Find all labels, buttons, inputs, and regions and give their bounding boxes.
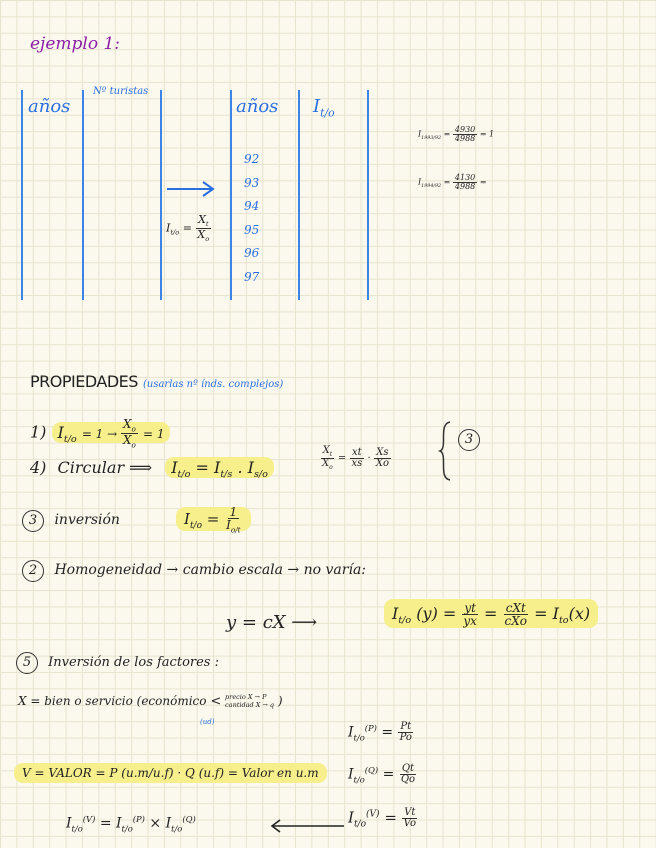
- property-4-formula: $I_{t/o} = I_{t/s}$ . $I_{s/o}$: [165, 457, 274, 478]
- x-definition-note: (ud): [200, 718, 215, 726]
- property-3: 3 inversión: [22, 510, 120, 532]
- year-item: 96: [244, 246, 260, 260]
- homogeneity-result: $I_{t/o}$ (y) = $\frac{yt}{yx}$ = $\frac{\text{cXt}}{\text{cXo}}$ = $I_{to}(x)$: [384, 602, 598, 627]
- section-heading: [30, 372, 283, 391]
- propiedades-note: (usarlas nº índs. complejos): [143, 379, 284, 390]
- year-item: 94: [244, 199, 260, 213]
- side-calc-1: $I_{1993/92}$ = $\frac{4930}{4988}$ = 1: [418, 125, 495, 143]
- table-index-formula: $I_{t/o}$ = $\frac{X_t}{X_o}$: [166, 213, 210, 243]
- property-3-formula: $I_{t/o}$ = $\frac{1}{I_{o/t}}$: [176, 506, 251, 534]
- table-header-years-2: años: [236, 96, 279, 117]
- table-line: [82, 90, 84, 300]
- quantity-index-formula: $I_{t/o}^{(Q)}$ = $\frac{Qt}{Qo}$: [348, 763, 416, 785]
- property-1-formula: $I_{t/o} = 1$ → $\frac{X_o}{X_o}$ = 1: [52, 422, 171, 443]
- table-line: [367, 90, 369, 300]
- year-item: 95: [244, 222, 260, 237]
- property-1: 1) $I_{t/o} = 1$ → $\frac{X_o}{X_o}$ = 1: [30, 418, 170, 448]
- table-header-tourists: Nº turistas: [93, 86, 149, 97]
- property-2: 2 Homogeneidad → cambio escala → no varía:: [22, 560, 366, 582]
- price-index-formula: $I_{t/o}^{(P)}$ = $\frac{Pt}{Po}$: [348, 721, 412, 743]
- x-definition: X = bien o servicio (económico < precio X → P cantidad X → q ): [18, 693, 283, 709]
- years-list: [244, 148, 259, 289]
- table-line: [160, 90, 162, 300]
- table-line: [230, 90, 232, 300]
- property-4-expansion: $\frac{X_t}{X_o}$ = $\frac{xt}{xs}$ · $\frac{Xs}{Xo}$: [322, 445, 389, 471]
- year-item: 92: [244, 152, 260, 166]
- year-item: 97: [244, 269, 260, 284]
- value-definition: V = VALOR = P (u.m/u.f) · Q (u.f) = Valor en u.m: [14, 766, 327, 780]
- page-title: ejemplo 1:: [30, 34, 121, 54]
- property-4: 4) Circular ⟹ $I_{t/o} = I_{t/s}$ . $I_{s/o}$: [30, 458, 274, 480]
- propiedades-title: PROPIEDADES: [30, 372, 138, 391]
- value-index-formula: $I_{t/o}^{(V)}$ = $\frac{Vt}{Vo}$: [348, 807, 416, 830]
- left-arrow-icon: [268, 818, 346, 834]
- year-item: 93: [244, 175, 260, 190]
- bracket-ref-circle: 3: [458, 428, 480, 451]
- table-header-index: $I_{t/o}$: [313, 96, 335, 120]
- brace-icon: [434, 418, 456, 484]
- table-line: [21, 90, 23, 300]
- homogeneity-equation: y = cX ⟶: [226, 612, 318, 633]
- property-5: 5 Inversión de los factores :: [16, 652, 219, 674]
- table-header-years: años: [28, 96, 71, 117]
- right-arrow-icon: [165, 180, 217, 198]
- table-line: [298, 90, 300, 300]
- side-calc-2: $I_{1994/92}$ = $\frac{4130}{4988}$ =: [418, 173, 487, 191]
- value-index-decomposition: $I_{t/o}^{(V)} = I_{t/o}^{(P)} \times I_{t/o}^{(Q)}$: [66, 814, 196, 834]
